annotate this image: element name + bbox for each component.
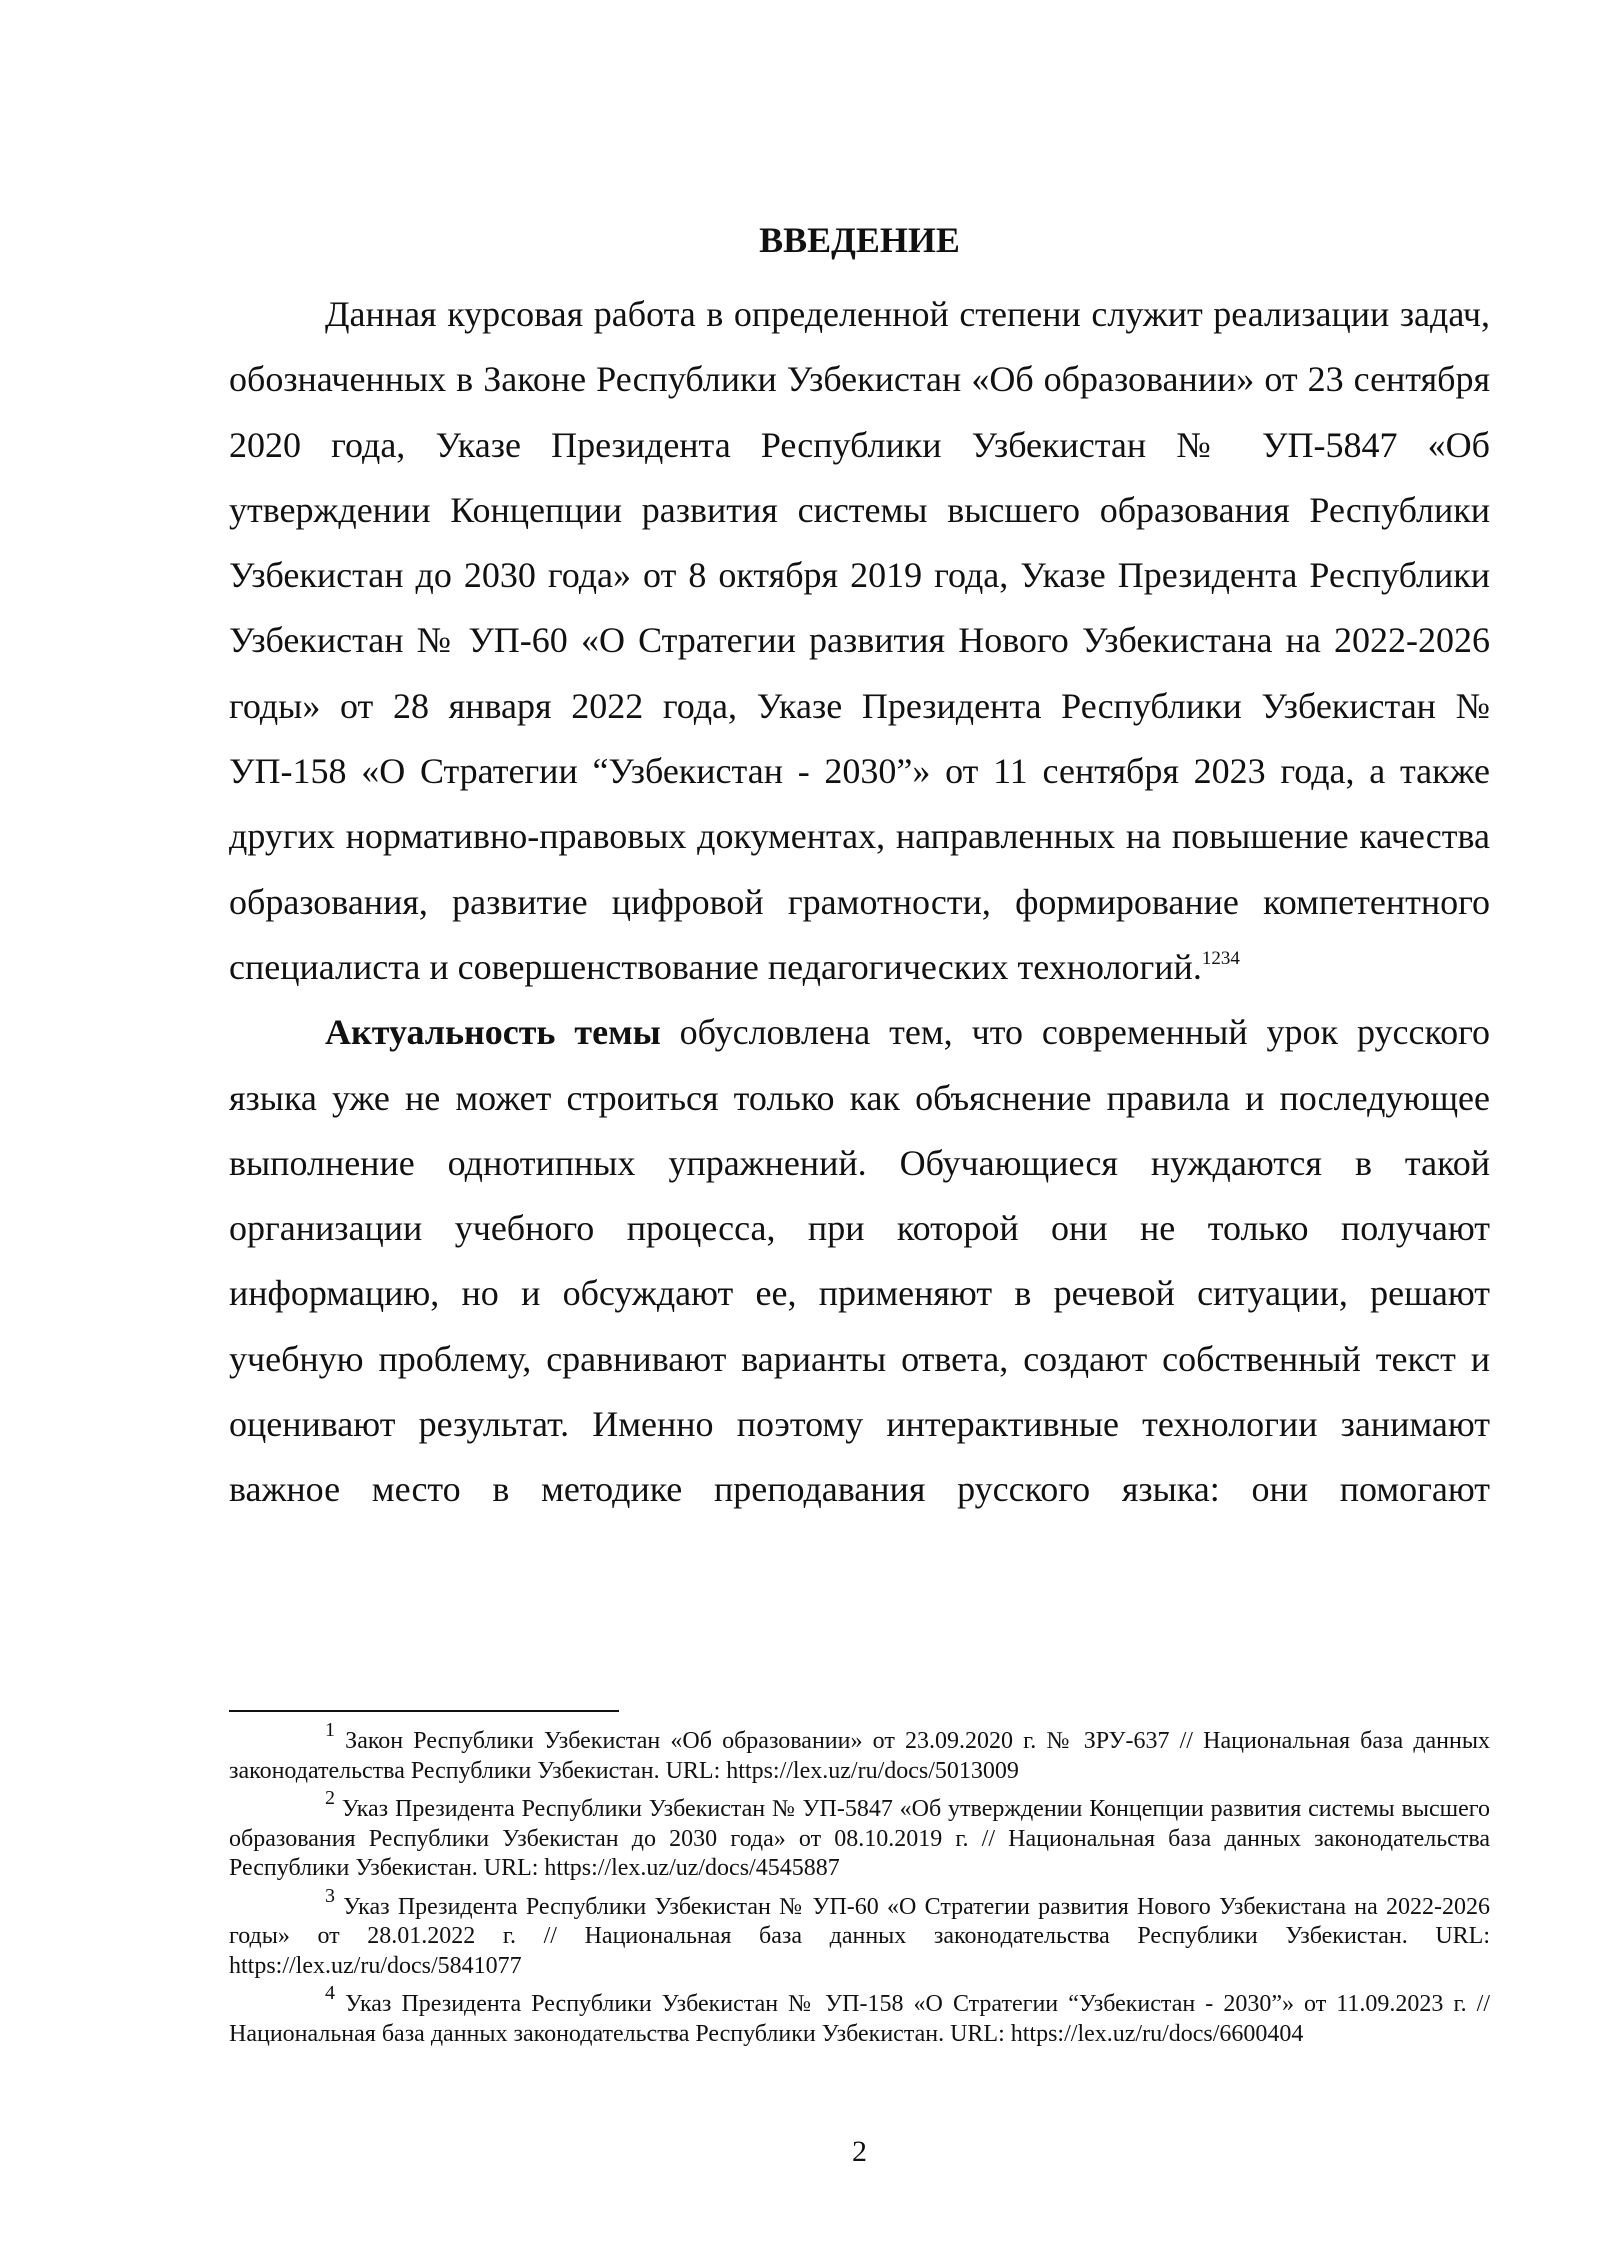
page-number: 2 [852,2135,867,2168]
footnote-text: Закон Республики Узбекистан «Об образовании» от 23.09.2020 г. № ЗРУ-637 // Национальная база данных законодательства Республики Узбекистан. URL: https://lex.uz/ru/docs/5013009 [229,1728,1490,1784]
footnote-separator [229,1710,619,1712]
paragraph-text: обусловлена тем, что современный урок русского языка уже не может строиться только как объяснение правила и последующее выполнение однотипных упражнений. Обучающиеся нуждаются в такой организации учебного процесса, при которой они не только получают информацию, но и обсуждают ее, применяют в речевой ситуации, решают учебную проблему, сравнивают варианты ответа, создают собственный текст и оценивают результат. Именно поэтому интерактивные технологии занимают важное место в методике преподавания русского языка: они помогают [229,1012,1490,1510]
footnote-4 [229,1982,1491,2049]
relevance-lead: Актуальность темы [325,1012,661,1053]
paragraph-text: Данная курсовая работа в определенной степени служит реализации задач, обозначенных в Законе Республики Узбекистан «Об образовании» от 23 сентября 2020 года, Указе Президента Республики Узбекистан № УП-5847 «Об утверждении Концепции развития системы высшего образования Республики Узбекистан до 2030 года» от 8 октября 2019 года, Указе Президента Республики Узбекистан № УП-60 «О Стратегии развития Нового Узбекистана на 2022-2026 годы» от 28 января 2022 года, Указе Президента Республики Узбекистан № УП-158 «О Стратегии “Узбекистан - 2030”» от 11 сентября 2023 года, а также других нормативно-правовых документах, направленных на повышение качества образования, развитие цифровой грамотности, формирование компетентного специалиста и совершенствование педагогических технологий. [229,294,1490,987]
footnote-text: Указ Президента Республики Узбекистан № УП-158 «О Стратегии “Узбекистан - 2030”» от 11.09.2023 г. // Национальная база данных законодательства Республики Узбекистан. URL: https://lex.uz/ru/docs/6600404 [229,1991,1491,2047]
section-heading: ВВЕДЕНИЕ [759,220,960,260]
footnote-text: Указ Президента Республики Узбекистан № УП-60 «О Стратегии развития Нового Узбекистана на 2022-2026 годы» от 28.01.2022 г. // Национальная база данных законодательства Республики Узбекистан. URL: https://lex.uz/ru/docs/5841077 [229,1893,1491,1979]
paragraph-relevance [229,1000,1490,1522]
footnote-number: 1 [325,1719,335,1741]
footnote-reference[interactable]: 1234 [1201,947,1240,969]
body-text [229,282,1490,1523]
footnote-2 [229,1787,1490,1884]
footnote-3 [229,1884,1491,1982]
footnote-text: Указ Президента Республики Узбекистан № УП-5847 «Об утверждении Концепции развития системы высшего образования Республики Узбекистан до 2030 года» от 08.10.2019 г. // Национальная база данных законодательства Республики Узбекистан. URL: https://lex.uz/uz/docs/4545887 [229,1796,1490,1881]
footnote-1 [229,1719,1490,1786]
footnotes [229,1719,1491,2058]
footnote-number: 2 [325,1787,335,1809]
footnote-number: 4 [325,1982,335,2004]
paragraph-legal-basis [229,282,1490,1000]
footnote-number: 3 [325,1884,335,1907]
